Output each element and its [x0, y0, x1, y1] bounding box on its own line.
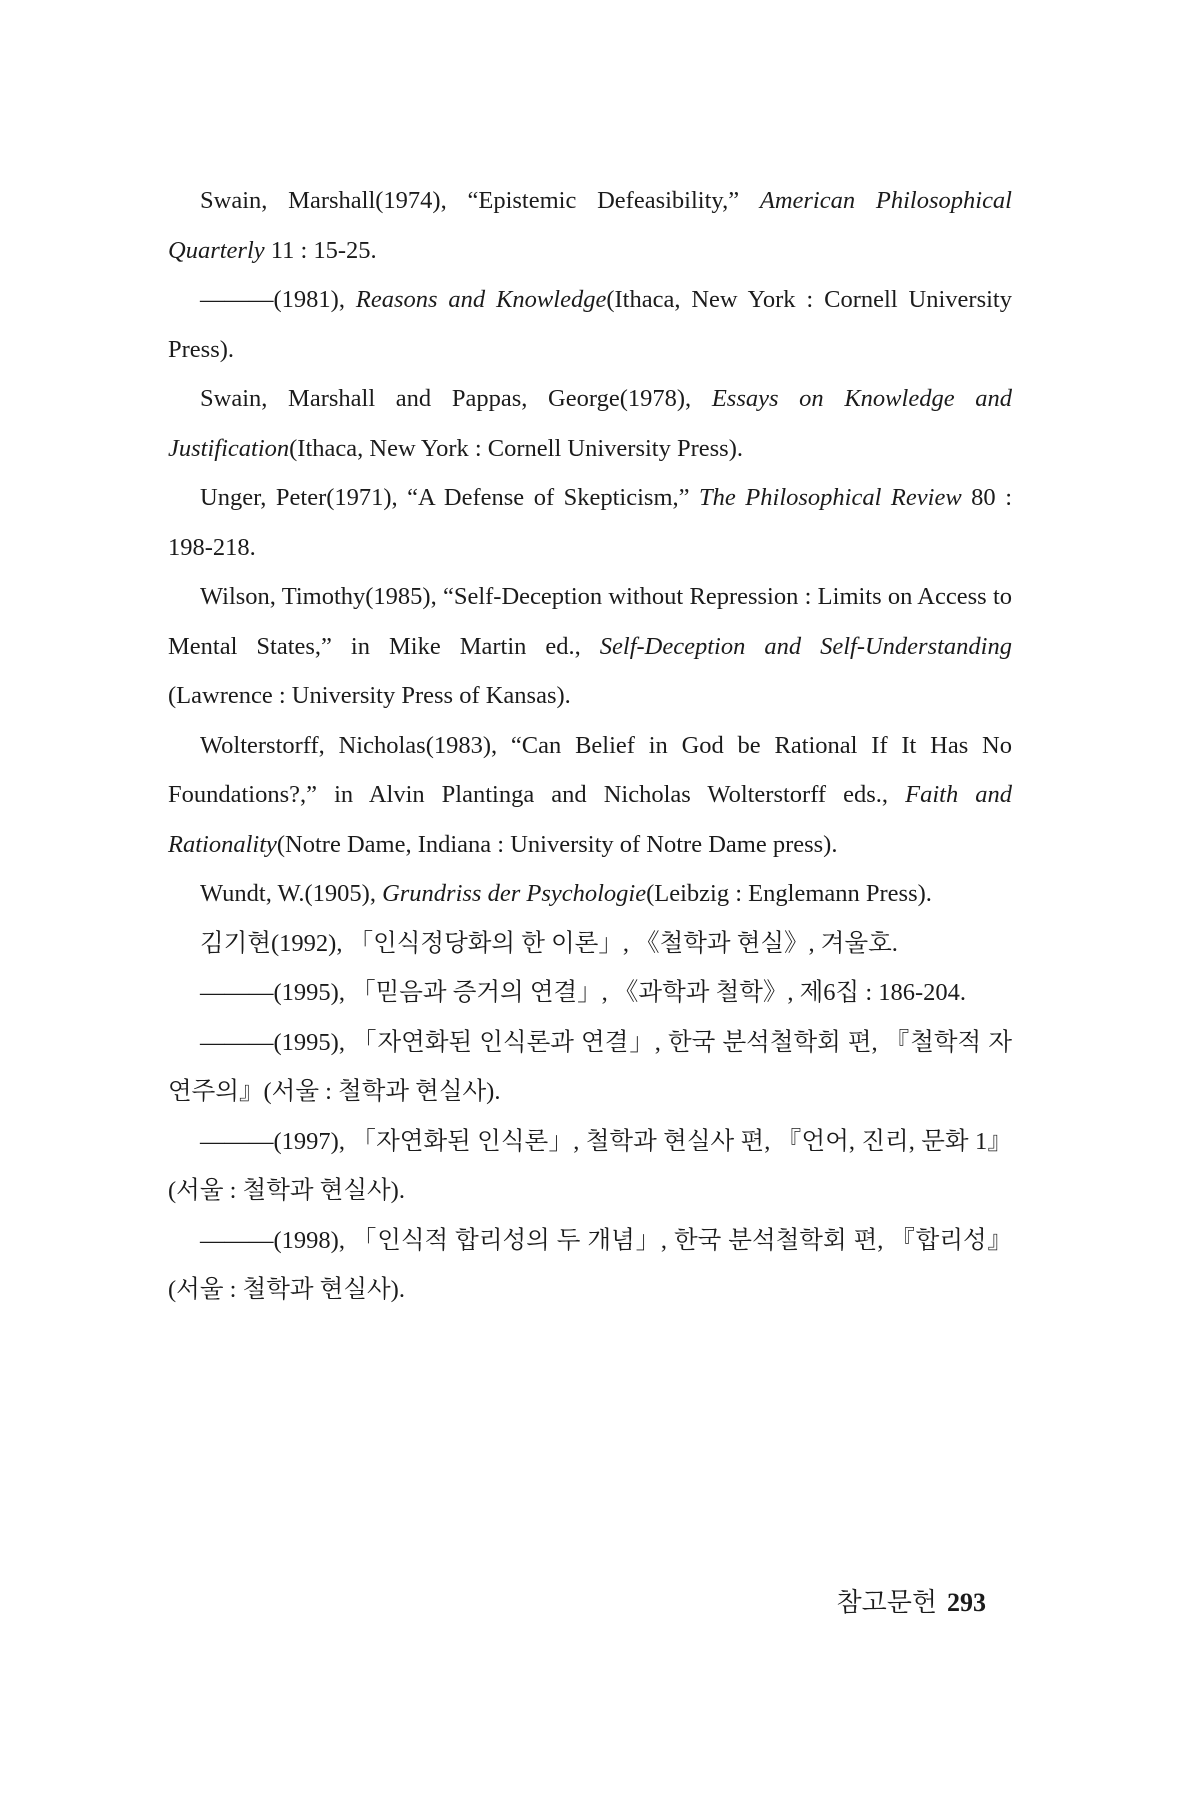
- reference-details: (Ithaca, New York : Cornell University Press).: [168, 286, 1012, 363]
- reference-entry: [168, 374, 1012, 473]
- reference-title: Reasons and Knowledge: [355, 286, 607, 313]
- reference-entry: [168, 721, 1012, 870]
- reference-text: Wundt, W.(1905),: [200, 880, 383, 907]
- reference-title: Faith and Rationality: [168, 781, 1012, 858]
- reference-title: Essays on Knowledge and Justification: [168, 385, 1012, 462]
- reference-text: ———(1998), 「인식적 합리성의 두 개념」, 한국 분석철학회 편, 『합리성』(서울 : 철학과 현실사).: [168, 1226, 1012, 1303]
- reference-details: (Notre Dame, Indiana : University of Notre Dame press).: [276, 830, 838, 858]
- reference-text: ———(1981),: [200, 286, 356, 313]
- reference-entry: [168, 473, 1012, 572]
- reference-entry: [168, 275, 1012, 374]
- page-number: 293: [947, 1588, 986, 1617]
- reference-text: Swain, Marshall(1974), “Epistemic Defeasibility,”: [200, 187, 760, 214]
- reference-details: (Lawrence : University Press of Kansas).: [168, 682, 571, 709]
- reference-entry: [168, 1216, 1012, 1315]
- reference-text: ———(1995), 「자연화된 인식론과 연결」, 한국 분석철학회 편, 『철학적 자연주의』(서울 : 철학과 현실사).: [168, 1028, 1012, 1105]
- reference-details: 80 : 198-218.: [168, 484, 1012, 561]
- reference-details: 11 : 15-25.: [264, 236, 377, 264]
- reference-text: Unger, Peter(1971), “A Defense of Skepticism,”: [200, 484, 700, 511]
- reference-list: [168, 176, 1012, 1315]
- reference-entry: [168, 869, 1012, 919]
- reference-details: (Ithaca, New York : Cornell University Press).: [289, 434, 743, 462]
- reference-details: (Leibzig : Englemann Press).: [646, 880, 932, 907]
- reference-text: Swain, Marshall and Pappas, George(1978),: [200, 385, 712, 412]
- reference-entry: [168, 919, 1012, 969]
- reference-entry: [168, 572, 1012, 721]
- reference-entry: [168, 1117, 1012, 1216]
- section-title: 참고문헌: [836, 1588, 937, 1617]
- reference-title: Self-Deception and Self-Understanding: [599, 632, 1012, 660]
- reference-title: American Philosophical Quarterly: [168, 187, 1012, 264]
- reference-entry: [168, 968, 1012, 1018]
- reference-text: ———(1995), 「믿음과 증거의 연결」, 《과학과 철학》, 제6집 : 186-204.: [200, 979, 967, 1006]
- page-footer: [837, 1582, 986, 1619]
- reference-entry: [168, 1018, 1012, 1117]
- reference-title: The Philosophical Review: [699, 484, 962, 511]
- reference-text: Wolterstorff, Nicholas(1983), “Can Belief in God be Rational If It Has No Foundations?,” in Alvin Plantinga and Nicholas Wolterstorff eds.,: [168, 731, 1012, 808]
- reference-entry: [168, 176, 1012, 275]
- reference-text: ———(1997), 「자연화된 인식론」, 철학과 현실사 편, 『언어, 진리, 문화 1』(서울 : 철학과 현실사).: [168, 1127, 1012, 1204]
- reference-text: Wilson, Timothy(1985), “Self-Deception without Repression : Limits on Access to Mental States,” in Mike Martin ed.,: [168, 583, 1012, 660]
- reference-title: Grundriss der Psychologie: [382, 880, 647, 907]
- reference-text: 김기현(1992), 「인식정당화의 한 이론」, 《철학과 현실》, 겨울호.: [200, 929, 898, 957]
